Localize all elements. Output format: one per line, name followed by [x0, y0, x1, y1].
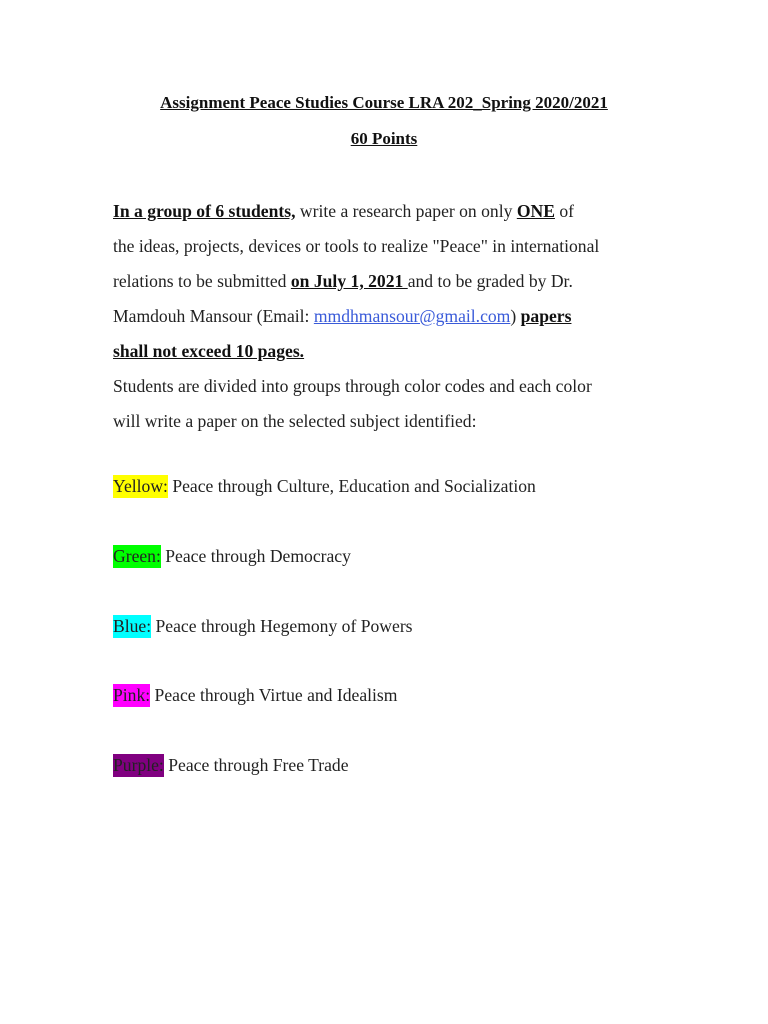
instruction-line-3 — [113, 264, 661, 299]
one-emphasis: ONE — [516, 201, 555, 221]
instruction-line-6: Students are divided into groups through color codes and each color — [113, 376, 592, 396]
page-limit-note: papers — [520, 306, 572, 326]
color-label-blue: Blue: — [113, 616, 152, 636]
list-item — [113, 753, 349, 777]
group-topic: Peace through Virtue and Idealism — [150, 685, 398, 705]
list-item — [113, 474, 536, 498]
instruction-line-5 — [113, 334, 661, 369]
page-limit-note: shall not exceed 10 pages. — [113, 341, 305, 361]
instruction-text: relations to be submitted — [113, 271, 291, 291]
instruction-text: and to be graded by Dr. — [407, 271, 573, 291]
group-size-phrase: In a group of 6 students, — [113, 201, 296, 221]
instruction-line-7: will write a paper on the selected subject identified: — [113, 411, 477, 431]
email-link[interactable]: mmdhmansour@gmail.com — [313, 306, 511, 326]
color-label-pink: Pink: — [113, 685, 151, 705]
group-topic: Peace through Free Trade — [163, 755, 349, 775]
instruction-text: of — [554, 201, 575, 221]
list-item — [113, 544, 351, 568]
assignment-title: Assignment Peace Studies Course LRA 202_Spring 2020/2021 — [160, 93, 608, 112]
instruction-line-2: the ideas, projects, devices or tools to realize "Peace" in international — [113, 236, 600, 256]
group-topic: Peace through Culture, Education and Socialization — [167, 476, 536, 496]
instruction-line-4 — [113, 299, 661, 334]
instruction-text: write a research paper on only — [295, 201, 517, 221]
assignment-instructions — [113, 194, 661, 439]
group-topic: Peace through Democracy — [160, 546, 351, 566]
color-label-yellow: Yellow: — [113, 476, 168, 496]
deadline-date: on July 1, 2021 — [290, 271, 408, 291]
list-item — [113, 614, 413, 638]
instruction-line-1 — [113, 194, 661, 229]
list-item — [113, 683, 397, 707]
group-topic: Peace through Hegemony of Powers — [151, 616, 413, 636]
instruction-text: ) — [510, 306, 521, 326]
points-heading: 60 Points — [350, 129, 418, 148]
color-label-purple: Purple: — [113, 755, 164, 775]
color-label-green: Green: — [113, 546, 161, 566]
instruction-text: Mamdouh Mansour (Email: — [113, 306, 314, 326]
